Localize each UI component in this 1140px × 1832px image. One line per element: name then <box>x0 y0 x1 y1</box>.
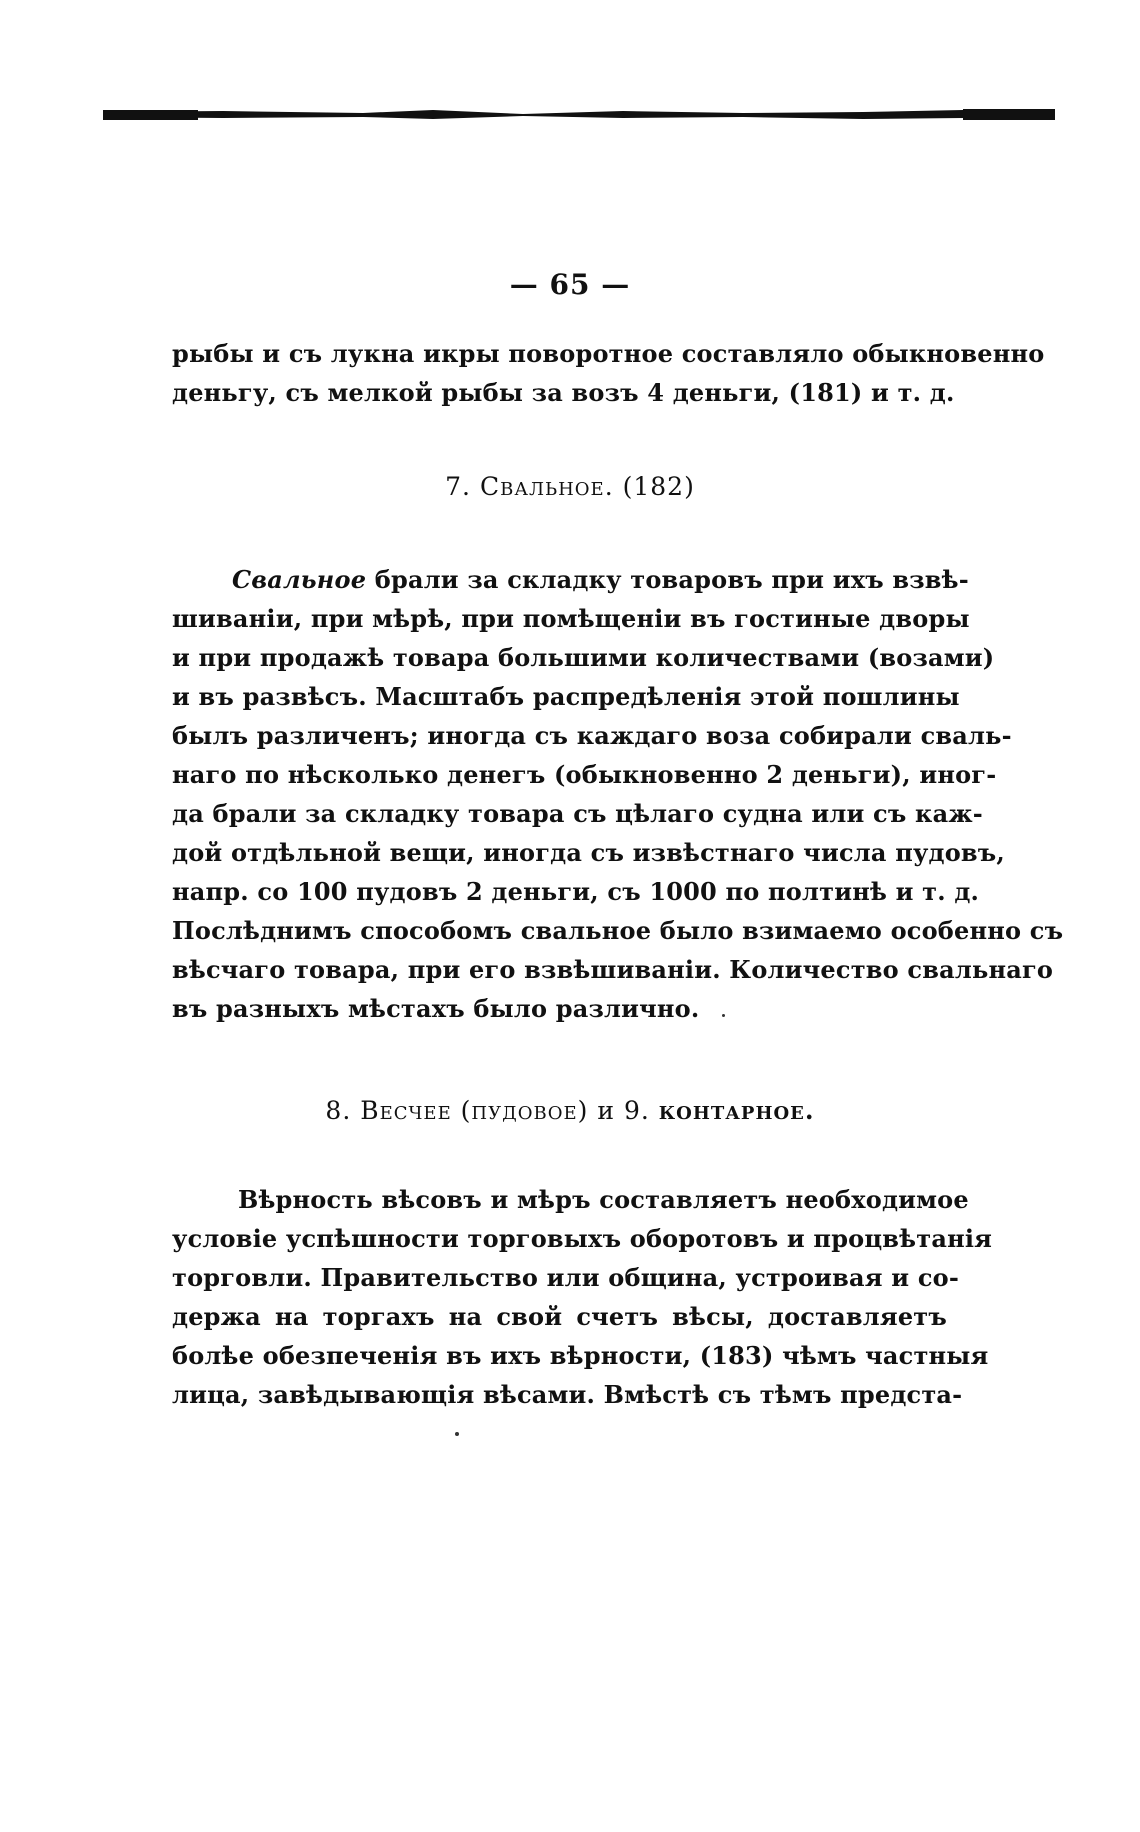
section-8-paragraph <box>172 1180 993 1414</box>
text-line: и въ развѣсъ. Масштабъ распредѣленія этой пошлины <box>172 682 960 711</box>
text-line: лица, завѣдывающія вѣсами. Вмѣстѣ съ тѣмъ предста- <box>172 1380 963 1409</box>
text-line: деньгу, съ мелкой рыбы за возъ 4 деньги, (181) и т. д. <box>172 378 955 407</box>
section-7-heading <box>0 472 1140 501</box>
section-9-title: контарное. <box>658 1096 815 1125</box>
text-line: напр. со 100 пудовъ 2 деньги, съ 1000 по полтинѣ и т. д. <box>172 877 980 906</box>
emphasized-term: Свальное <box>232 565 367 594</box>
text-line: да брали за складку товара съ цѣлаго судна или съ каж- <box>172 799 983 828</box>
text-line: держа на торгахъ на свой счетъ вѣсы, доставляетъ <box>172 1302 947 1331</box>
text-line: наго по нѣсколько денегъ (обыкновенно 2 деньги), иног- <box>172 760 997 789</box>
text-line: шиваніи, при мѣрѣ, при помѣщеніи въ гостиные дворы <box>172 604 970 633</box>
section-8-number: 8. <box>325 1096 352 1125</box>
text-line-first <box>172 560 969 599</box>
section-7-number: 7. <box>445 472 472 501</box>
text-line: болѣе обезпеченія въ ихъ вѣрности, (183) чѣмъ частныя <box>172 1341 989 1370</box>
text-line: и при продажѣ товара большими количествами (возами) <box>172 643 995 672</box>
text-line: былъ различенъ; иногда съ каждаго воза собирали сваль- <box>172 721 1012 750</box>
section-7-title: Свальное. <box>479 472 614 501</box>
section-9-number: 9. <box>623 1096 650 1125</box>
text-line-first <box>172 1180 969 1219</box>
text-line: условіе успѣшности торговыхъ оборотовъ и процвѣтанія <box>172 1224 993 1253</box>
text-fragment: брали за складку товаровъ при ихъ взвѣ- <box>374 565 969 594</box>
text-fragment: Вѣрность вѣсовъ и мѣръ составляетъ необходимое <box>238 1185 969 1214</box>
text-line: вѣсчаго товара, при его взвѣшиваніи. Количество свальнаго <box>172 955 1054 984</box>
scan-speck <box>455 1432 459 1436</box>
top-decorative-rule <box>103 108 1055 122</box>
text-line: въ разныхъ мѣстахъ было различно. <box>172 994 700 1023</box>
scan-speck <box>722 1014 725 1017</box>
text-line: дой отдѣльной вещи, иногда съ извѣстнаго числа пудовъ, <box>172 838 1005 867</box>
section-7-footnote-ref: (182) <box>622 472 695 501</box>
section-8-conjunction: и <box>597 1096 616 1125</box>
opening-paragraph <box>172 334 1045 412</box>
text-line: торговли. Правительство или община, устроивая и со- <box>172 1263 960 1292</box>
text-line: рыбы и съ лукна икры поворотное составляло обыкновенно <box>172 339 1045 368</box>
section-8-subtitle: (пудовое) <box>460 1096 589 1125</box>
section-8-heading <box>0 1096 1140 1125</box>
section-8-title: Весчее <box>360 1096 452 1125</box>
text-line: Послѣднимъ способомъ свальное было взимаемо особенно съ <box>172 916 1064 945</box>
page-number: — 65 — <box>509 268 631 301</box>
section-7-paragraph <box>172 560 1064 1028</box>
